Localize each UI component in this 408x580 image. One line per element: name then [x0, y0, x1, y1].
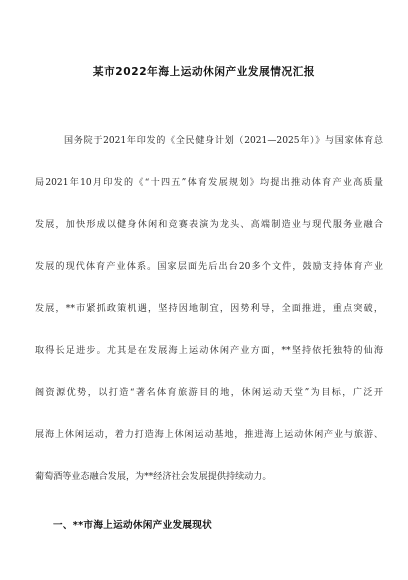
document-title: 某市2022年海上运动休闲产业发展情况汇报 [92, 66, 316, 78]
paragraph-line-2: 局2021年10月印发的《“十四五”体育发展规划》均提出推动体育产业高质量 [35, 178, 383, 188]
paragraph-line-3: 发展，加快形成以健身休闲和竞赛表演为龙头、高端制造业与现代服务业融合 [35, 220, 383, 230]
paragraph-line-7: 阁资源优势，以打造“著名体育旅游目的地，休闲运动天堂”为目标，广泛开 [35, 388, 383, 398]
paragraph-line-1: 国务院于2021年印发的《全民健身计划（2021—2025年）》与国家体育总 [64, 136, 383, 146]
section-heading: 一、**市海上运动休闲产业发展现状 [53, 520, 213, 531]
paragraph-line-6: 取得长足进步。尤其是在发展海上运动休闲产业方面，**坚持依托独特的仙海 [35, 346, 383, 356]
paragraph-line-5: 发展，**市紧抓政策机遇，坚持因地制宜，因势利导，全面推进，重点突破， [35, 304, 383, 314]
paragraph-line-4: 发展的现代体育产业体系。国家层面先后出台20多个文件，鼓励支持体育产业 [35, 262, 383, 272]
paragraph-line-9: 葡萄酒等业态融合发展，为**经济社会发展提供持续动力。 [35, 472, 272, 482]
paragraph-line-8: 展海上休闲运动，着力打造海上休闲运动基地，推进海上运动休闲产业与旅游、 [35, 430, 383, 440]
